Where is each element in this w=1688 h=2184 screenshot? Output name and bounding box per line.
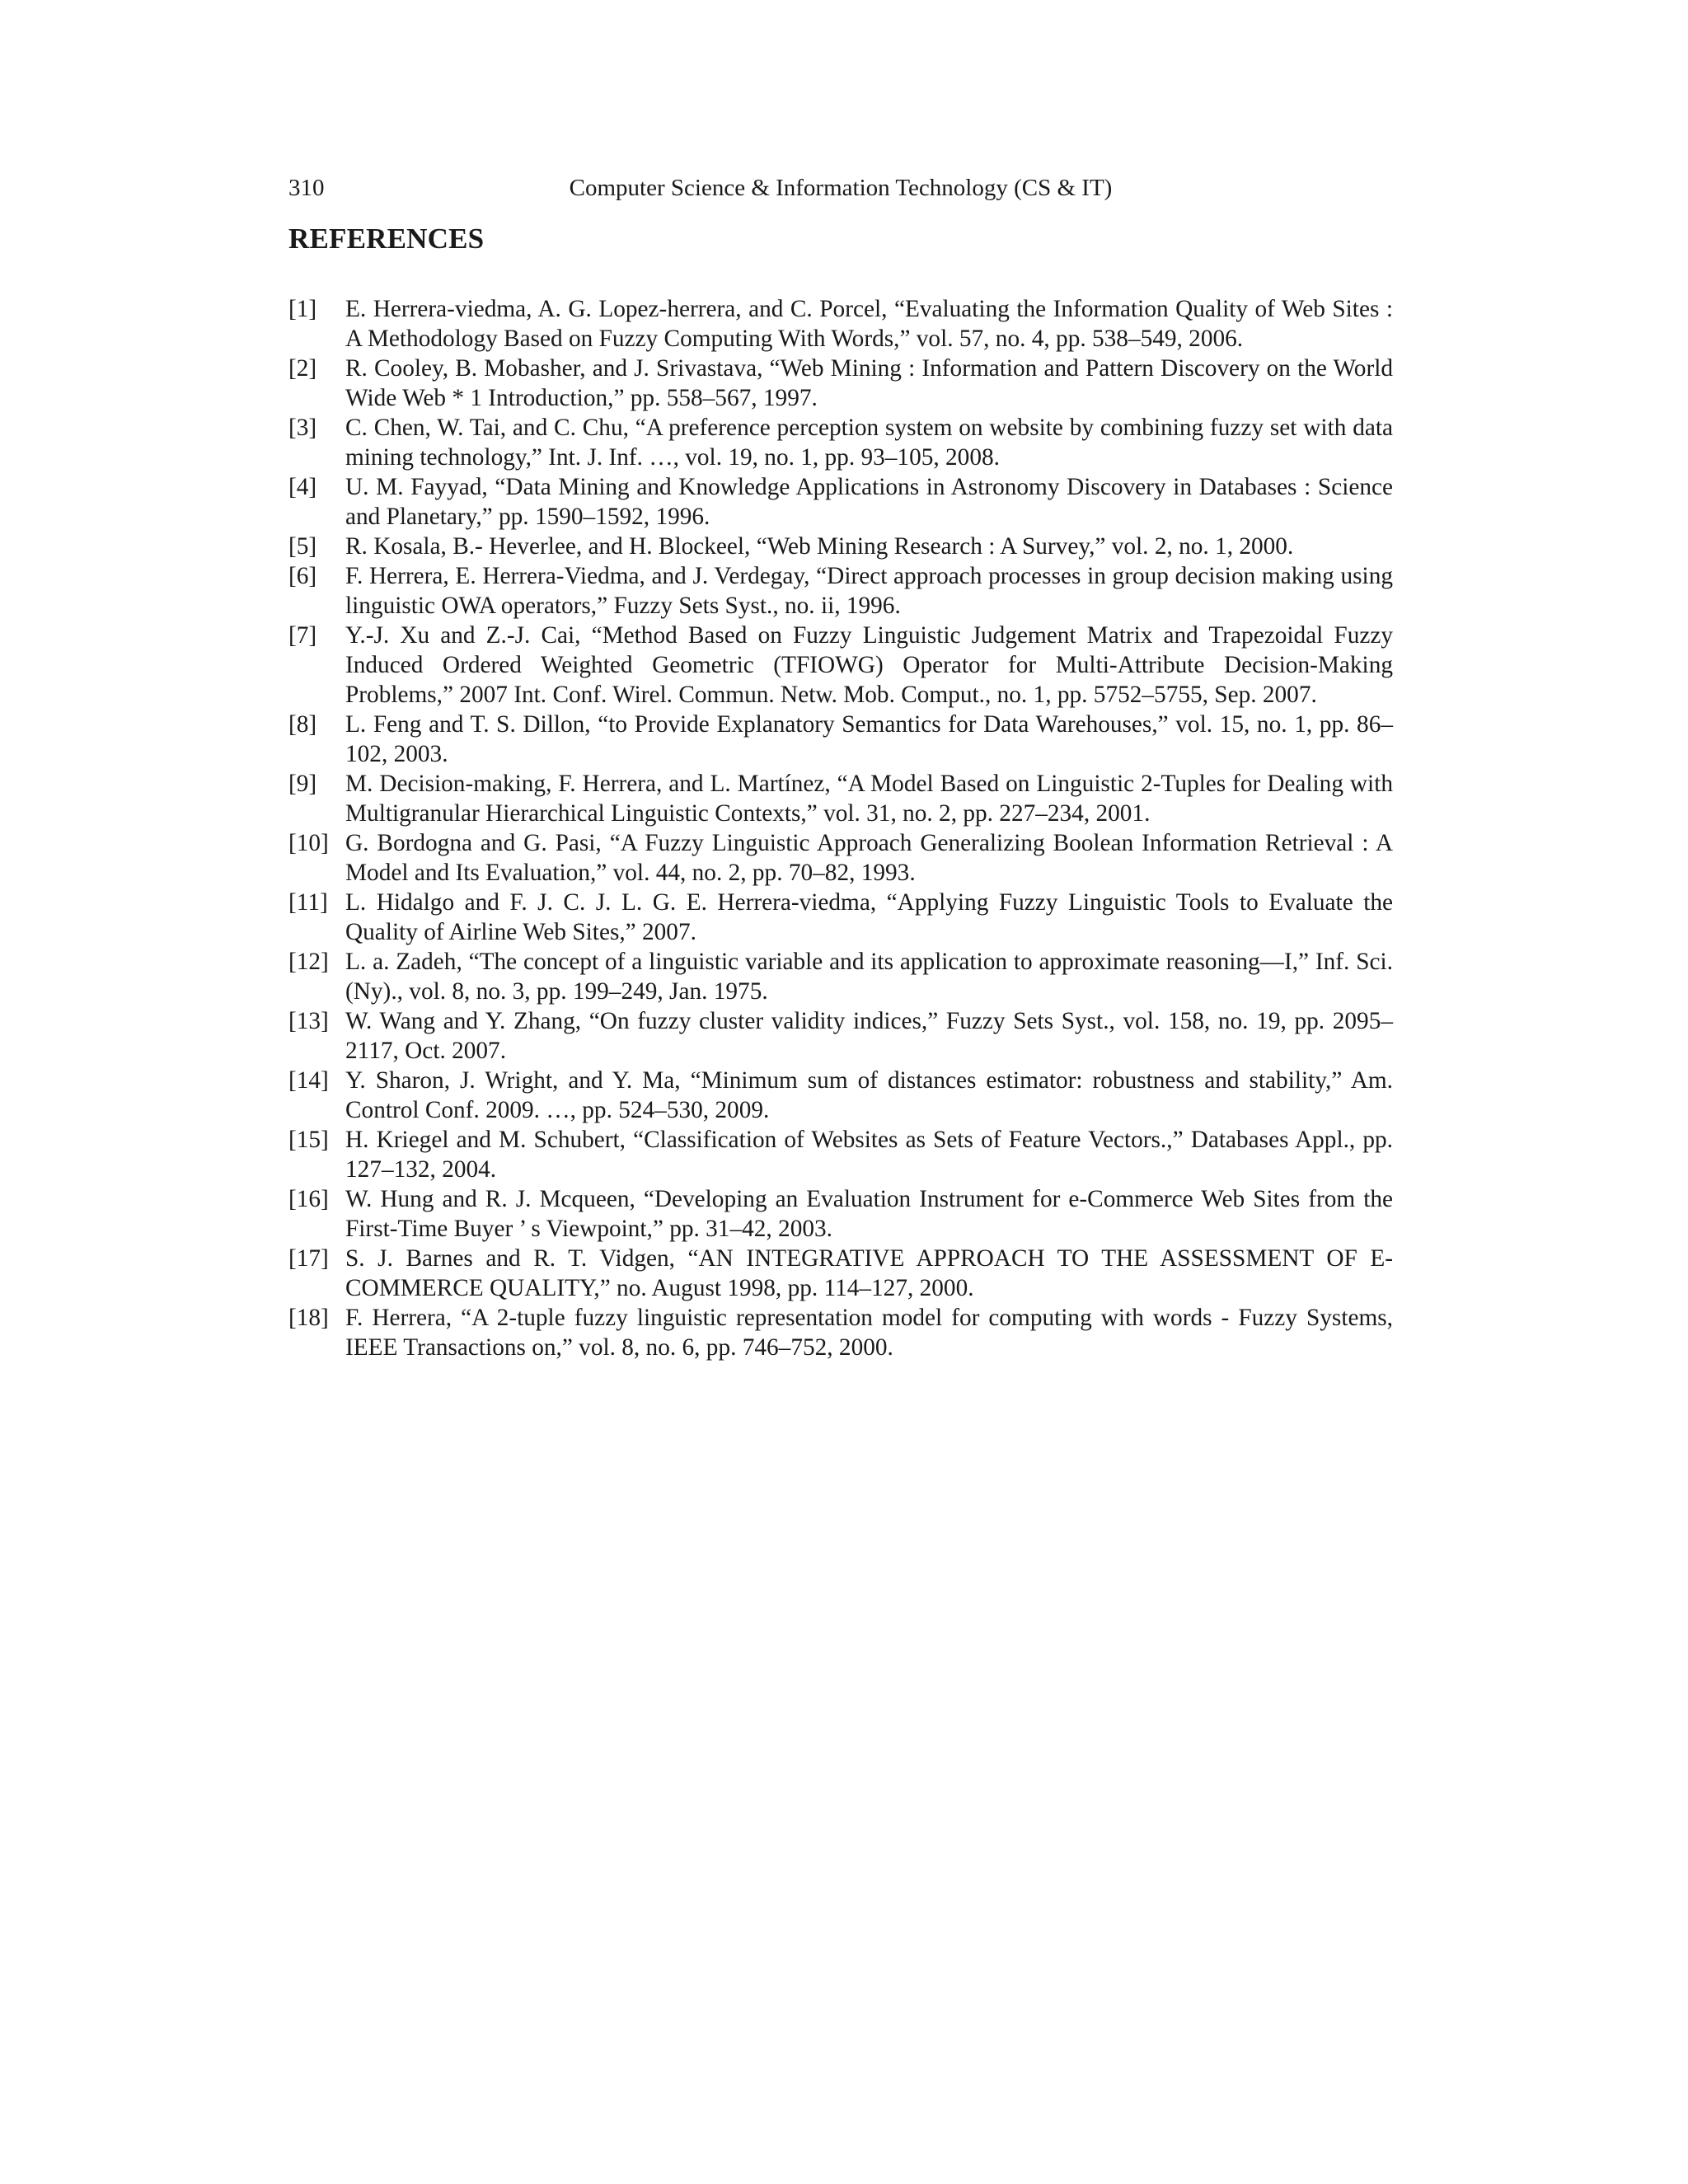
reference-number: [12]: [288, 949, 329, 975]
reference-text: E. Herrera-viedma, A. G. Lopez-herrera, and C. Porcel, “Evaluating the Information Quality of Web Sites : A Methodology Based on Fuzzy Computing With Words,” vol. 57, no. 4, pp. 538–549, 2006.: [345, 296, 1393, 352]
reference-item: [288, 1006, 1393, 1066]
reference-number: [15]: [288, 1127, 329, 1153]
reference-number: [9]: [288, 771, 317, 797]
reference-number: [2]: [288, 355, 317, 382]
reference-number: [17]: [288, 1245, 329, 1272]
reference-text: H. Kriegel and M. Schubert, “Classification of Websites as Sets of Feature Vectors.,” Databases Appl., pp. 127–132, 2004.: [345, 1127, 1393, 1183]
reference-item: [288, 1066, 1393, 1125]
reference-text: W. Wang and Y. Zhang, “On fuzzy cluster validity indices,” Fuzzy Sets Syst., vol. 158, no. 19, pp. 2095–2117, Oct. 2007.: [345, 1008, 1393, 1064]
reference-text: L. a. Zadeh, “The concept of a linguistic variable and its application to approximate reasoning—I,” Inf. Sci. (Ny)., vol. 8, no. 3, pp. 199–249, Jan. 1975.: [345, 949, 1393, 1005]
reference-text: F. Herrera, E. Herrera-Viedma, and J. Verdegay, “Direct approach processes in group decision making using linguistic OWA operators,” Fuzzy Sets Syst., no. ii, 1996.: [345, 563, 1393, 619]
reference-text: W. Hung and R. J. Mcqueen, “Developing an Evaluation Instrument for e-Commerce Web Sites from the First-Time Buyer ’ s Viewpoint,” pp. 31–42, 2003.: [345, 1186, 1393, 1242]
reference-item: [288, 769, 1393, 828]
reference-number: [7]: [288, 622, 317, 649]
reference-number: [3]: [288, 415, 317, 441]
reference-item: [288, 1244, 1393, 1303]
reference-item: [288, 294, 1393, 354]
reference-number: [10]: [288, 830, 329, 856]
reference-item: [288, 561, 1393, 621]
reference-number: [13]: [288, 1008, 329, 1034]
reference-number: [1]: [288, 296, 317, 322]
reference-number: [16]: [288, 1186, 329, 1212]
references-heading: [288, 221, 484, 257]
reference-text: L. Feng and T. S. Dillon, “to Provide Explanatory Semantics for Data Warehouses,” vol. 15, no. 1, pp. 86–102, 2003.: [345, 711, 1393, 767]
reference-text: F. Herrera, “A 2-tuple fuzzy linguistic representation model for computing with words - Fuzzy Systems, IEEE Transactions on,” vol. 8, no. 6, pp. 746–752, 2000.: [345, 1305, 1393, 1361]
reference-number: [5]: [288, 533, 317, 560]
reference-number: [6]: [288, 563, 317, 589]
reference-number: [18]: [288, 1305, 329, 1331]
running-title: Computer Science & Information Technology (CS & IT): [569, 175, 1113, 201]
reference-number: [4]: [288, 474, 317, 500]
reference-item: [288, 472, 1393, 532]
reference-text: L. Hidalgo and F. J. C. J. L. G. E. Herrera-viedma, “Applying Fuzzy Linguistic Tools to Evaluate the Quality of Airline Web Sites,” 2007.: [345, 889, 1393, 945]
reference-text: G. Bordogna and G. Pasi, “A Fuzzy Linguistic Approach Generalizing Boolean Information Retrieval : A Model and Its Evaluation,” vol. 44, no. 2, pp. 70–82, 1993.: [345, 830, 1393, 886]
reference-item: [288, 1184, 1393, 1244]
reference-item: [288, 413, 1393, 472]
reference-item: [288, 888, 1393, 947]
reference-item: [288, 532, 1393, 561]
heading-rest: EFERENCES: [309, 223, 485, 255]
reference-text: Y.-J. Xu and Z.-J. Cai, “Method Based on Fuzzy Linguistic Judgement Matrix and Trapezoidal Fuzzy Induced Ordered Weighted Geometric (TFIOWG) Operator for Multi-Attribute Decision-Making Problems,” 2007 Int. Conf. Wirel. Commun. Netw. Mob. Comput., no. 1, pp. 5752–5755, Sep. 2007.: [345, 622, 1393, 708]
reference-list: [288, 294, 1393, 1362]
reference-item: [288, 828, 1393, 888]
heading-first-letter: R: [288, 223, 310, 255]
page-number: 310: [288, 175, 325, 201]
reference-text: M. Decision-making, F. Herrera, and L. Martínez, “A Model Based on Linguistic 2-Tuples for Dealing with Multigranular Hierarchical Linguistic Contexts,” vol. 31, no. 2, pp. 227–234, 2001.: [345, 771, 1393, 827]
reference-text: R. Cooley, B. Mobasher, and J. Srivastava, “Web Mining : Information and Pattern Discovery on the World Wide Web * 1 Introduction,” pp. 558–567, 1997.: [345, 355, 1393, 411]
reference-text: R. Kosala, B.- Heverlee, and H. Blockeel, “Web Mining Research : A Survey,” vol. 2, no. 1, 2000.: [345, 533, 1294, 560]
reference-item: [288, 621, 1393, 710]
reference-text: U. M. Fayyad, “Data Mining and Knowledge Applications in Astronomy Discovery in Databases : Science and Planetary,” pp. 1590–1592, 1996.: [345, 474, 1393, 530]
reference-item: [288, 1125, 1393, 1184]
reference-number: [8]: [288, 711, 317, 738]
reference-text: Y. Sharon, J. Wright, and Y. Ma, “Minimum sum of distances estimator: robustness and stability,” Am. Control Conf. 2009. …, pp. 524–530, 2009.: [345, 1067, 1393, 1123]
reference-item: [288, 947, 1393, 1006]
reference-item: [288, 710, 1393, 769]
reference-text: S. J. Barnes and R. T. Vidgen, “AN INTEGRATIVE APPROACH TO THE ASSESSMENT OF E-COMMERCE QUALITY,” no. August 1998, pp. 114–127, 2000.: [345, 1245, 1393, 1301]
reference-item: [288, 1303, 1393, 1362]
page-header: [288, 171, 1393, 204]
reference-number: [14]: [288, 1067, 329, 1094]
reference-number: [11]: [288, 889, 328, 916]
reference-item: [288, 354, 1393, 413]
reference-text: C. Chen, W. Tai, and C. Chu, “A preference perception system on website by combining fuzzy set with data mining technology,” Int. J. Inf. …, vol. 19, no. 1, pp. 93–105, 2008.: [345, 415, 1393, 471]
